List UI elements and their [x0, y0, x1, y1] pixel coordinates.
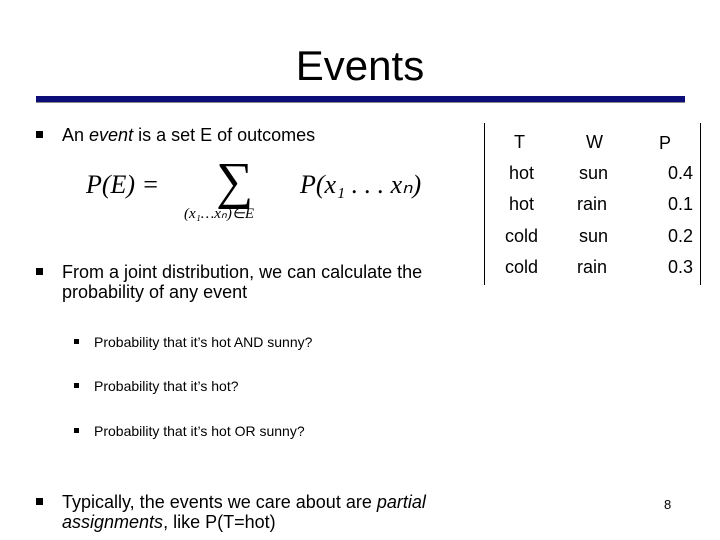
bullet-line-2: probability of any event: [62, 282, 248, 302]
sub-bullet-hot: [94, 377, 239, 395]
table-cell-w: rain: [577, 194, 608, 214]
table-cell-w: sun: [579, 163, 609, 183]
summation-symbol: ∑: [216, 153, 254, 210]
table-header-p: P: [659, 133, 672, 153]
table-cell-p: 0.1: [668, 194, 694, 214]
table-header-t: T: [514, 132, 525, 152]
page-number: 8: [664, 497, 672, 512]
joint-distribution-table: [484, 123, 701, 285]
bullet-line-1-emphasis: partial: [376, 492, 426, 512]
title-underline: [36, 96, 685, 103]
bullet-text-prefix: An: [62, 125, 90, 145]
table-cell-t: cold: [505, 257, 539, 277]
table-cell-p: 0.2: [668, 226, 694, 246]
sub-bullet-hot-or-sunny: [94, 422, 305, 440]
bullet-text-suffix: is a set E of outcomes: [133, 125, 316, 145]
sub-bullet-text: Probability that it’s hot?: [94, 378, 239, 394]
sub-bullet-square-icon: [74, 339, 79, 344]
event-probability-formula: [86, 153, 446, 230]
sub-bullet-square-icon: [74, 383, 79, 388]
bullet-event-definition: [62, 125, 315, 145]
table-cell-t: hot: [509, 194, 535, 214]
summation-subscript: (x₁…xₙ)∈E: [184, 206, 255, 222]
bullet-line-2-emphasis: assignments: [62, 512, 164, 532]
bullet-partial-assignments: [62, 492, 426, 532]
bullet-square-icon: [36, 498, 43, 505]
formula-lhs: P(E) =: [86, 170, 160, 199]
table-cell-p: 0.3: [668, 257, 694, 277]
bullet-joint-distribution: [62, 262, 422, 302]
sub-bullet-text: Probability that it’s hot AND sunny?: [94, 334, 313, 350]
bullet-square-icon: [36, 268, 43, 275]
table-cell-p: 0.4: [668, 163, 694, 183]
bullet-text-emphasis: event: [89, 125, 134, 145]
table-cell-w: sun: [579, 226, 609, 246]
sub-bullet-hot-and-sunny: [94, 333, 312, 351]
sub-bullet-square-icon: [74, 428, 79, 433]
bullet-square-icon: [36, 131, 43, 138]
table-cell-w: rain: [577, 257, 608, 277]
slide-title: Events: [295, 42, 425, 89]
bullet-line-2-suffix: , like P(T=hot): [163, 512, 276, 532]
table-header-w: W: [586, 132, 603, 152]
formula-rhs: P(x₁ . . . xₙ): [300, 170, 422, 199]
bullet-line-1-prefix: Typically, the events we care about are: [62, 492, 377, 512]
table-cell-t: cold: [505, 226, 539, 246]
sub-bullet-text: Probability that it’s hot OR sunny?: [94, 423, 305, 439]
bullet-line-1: From a joint distribution, we can calculate the: [62, 262, 423, 282]
table-cell-t: hot: [509, 163, 535, 183]
